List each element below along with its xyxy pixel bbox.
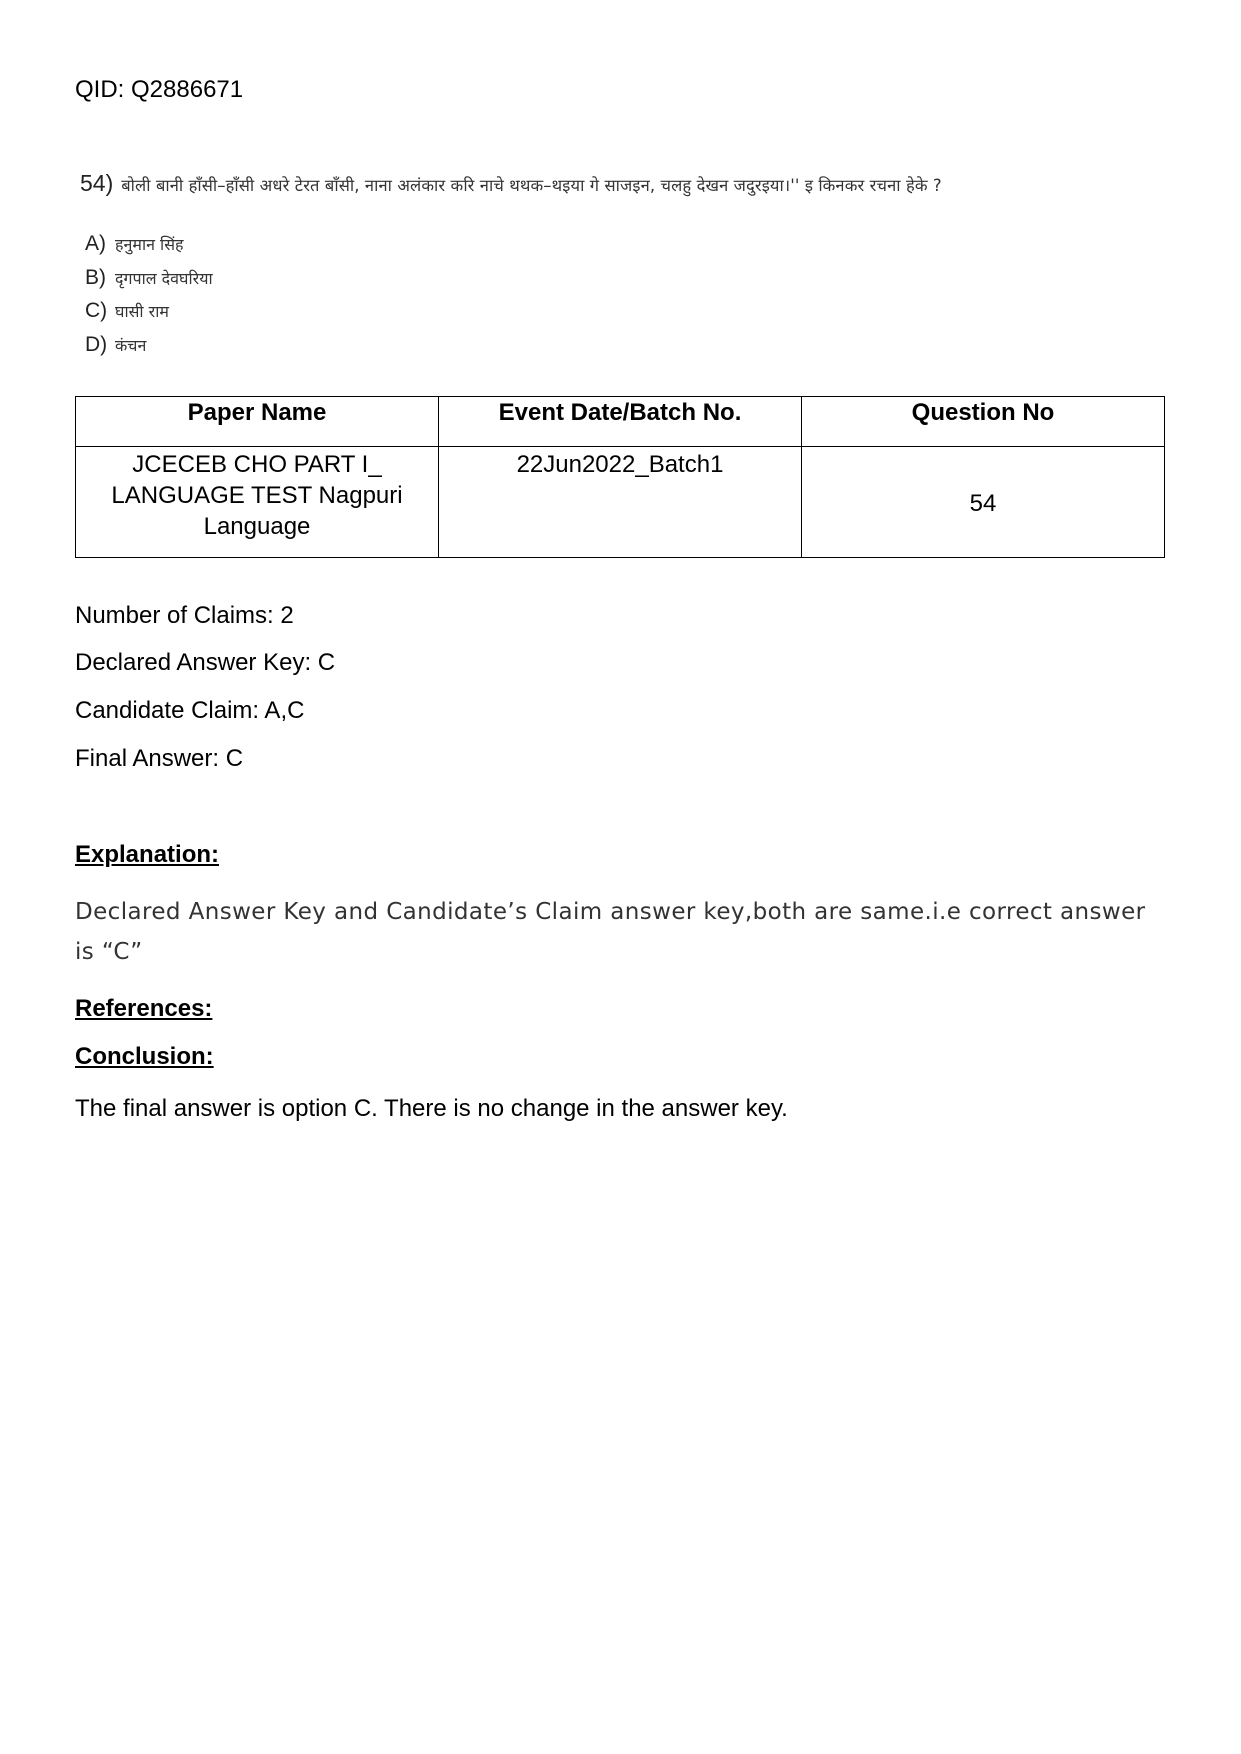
cell-event-date: 22Jun2022_Batch1 [439,447,802,558]
candidate-claim: Candidate Claim: A,C [75,697,305,724]
question-number: 54) [80,170,114,196]
option-d [85,333,213,367]
declared-answer-key: Declared Answer Key: C [75,649,336,676]
options-list [85,232,213,366]
final-answer: Final Answer: C [75,745,244,772]
table-header-row [76,397,1165,447]
explanation-heading: Explanation: [75,841,220,868]
header-question-no: Question No [802,397,1165,447]
table-row [76,447,1165,558]
references-heading: References: [75,995,213,1022]
paper-info-table [75,396,1165,558]
option-a [85,232,213,266]
option-c [85,299,213,333]
option-text: कंचन [115,335,147,355]
conclusion-text: The final answer is option C. There is no change in the answer key. [75,1095,788,1122]
option-text: दृगपाल देवघरिया [115,268,213,288]
option-letter: D) [85,332,108,356]
qid-label: QID: Q2886671 [75,76,244,103]
question-block [80,170,1180,197]
option-b [85,266,213,300]
option-text: घासी राम [115,302,169,321]
question-text: बोली बानी हाँसी–हाँसी अधरे टेरत बाँसी, नाना अलंकार करि नाचे थथक–थइया गे साजइन, चलहु देखन जदुरइया।'' इ किनकर रचना हेके ? [121,176,942,195]
option-letter: B) [85,265,106,289]
option-letter: A) [85,232,106,255]
cell-paper-name: JCECEB CHO PART I_ LANGUAGE TEST Nagpuri Language [76,447,439,558]
header-event-date: Event Date/Batch No. [439,397,802,447]
number-of-claims: Number of Claims: 2 [75,602,294,629]
question-line [80,170,1180,197]
cell-question-no: 54 [802,447,1165,558]
option-letter: C) [85,299,108,322]
option-text: हनुमान सिंह [115,235,184,254]
header-paper-name: Paper Name [76,397,439,447]
conclusion-heading: Conclusion: [75,1043,214,1070]
explanation-text: Declared Answer Key and Candidate’s Claim answer key,both are same.i.e correct answer is “C” [75,899,1146,965]
